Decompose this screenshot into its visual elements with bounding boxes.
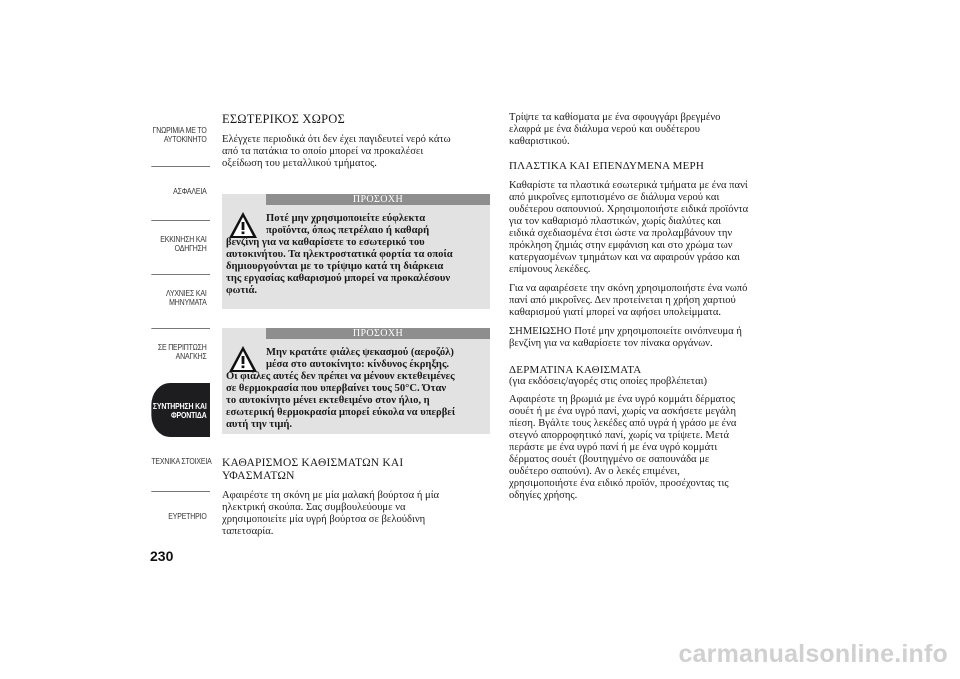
body-line: καθαρισμού γιατί μπορεί να αφήσει υπολείμματα. — [509, 307, 722, 318]
body-line: Για να αφαιρέσετε την σκόνη χρησιμοποιήστε ένα νωπό — [509, 283, 748, 294]
warning-title: ΠΡΟΣΟΧΗ — [266, 194, 490, 205]
body-line: ελαφρά με ένα διάλυμα νερού και ουδέτερου — [509, 124, 700, 135]
body-line: ουδέτερου σαπουνιού. Χρησιμοποιήστε ειδικά προϊόντα — [509, 204, 749, 215]
tab-label: ΕΚΚΙΝΗΣΗ ΚΑΙ — [160, 235, 207, 244]
tab-label: ΑΣΦΑΛΕΙΑ — [173, 187, 207, 196]
section-title: ΕΣΩΤΕΡΙΚΟΣ ΧΩΡΟΣ — [222, 112, 345, 126]
tab-label: ΜΗΝΥΜΑΤΑ — [169, 298, 207, 308]
body-line: ειδικά σχεδιασμένα έτσι ώστε να προλαμβάνουν την — [509, 228, 733, 239]
seats-text-line: Αφαιρέστε τη σκόνη με μία μαλακή βούρτσα ή μία — [222, 490, 440, 501]
tab-label: ΟΔΗΓΗΣΗ — [174, 244, 207, 254]
watermark: carmanualsonline.info — [678, 640, 948, 668]
warning-text-line: μέσα στο αυτοκίνητο: κίνδυνος έκρηξης. — [266, 359, 450, 370]
tab-label: ΤΕΧΝΙΚΑ ΣΤΟΙΧΕΙΑ — [151, 457, 212, 466]
tab-label: ΣΥΝΤΗΡΗΣΗ ΚΑΙ — [152, 402, 207, 411]
body-line: καθαριστικού. — [509, 136, 570, 147]
body-line: χρησιμοποιήστε ένα ειδικό προϊόν, προσέχοντας τις — [509, 478, 729, 489]
seats-text-line: ηλεκτρική σκούπα. Σας συμβουλεύουμε να — [222, 502, 406, 513]
page-number: 230 — [150, 548, 174, 564]
warning-text-line: Μην κρατάτε φιάλες ψεκασμού (αεροζόλ) — [266, 347, 454, 358]
warning-box-flammable — [222, 194, 490, 309]
body-line: πίεση. Βγάλτε τους λεκέδες από υγρά ή γράσο με ένα — [509, 418, 737, 429]
warning-text-line: βενζίνη για να καθαρίσετε το εσωτερικό του — [226, 237, 425, 248]
seats-title-line: ΥΦΑΣΜΑΤΩΝ — [222, 470, 295, 482]
leather-title: ΔΕΡΜΑΤΙΝΑ ΚΑΘΙΣΜΑΤΑ — [509, 364, 642, 376]
tab-warning-lights[interactable] — [151, 274, 210, 328]
tab-label: ΦΡΟΝΤΙΔΑ — [170, 411, 207, 421]
plastics-title: ΠΛΑΣΤΙΚΑ ΚΑΙ ΕΠΕΝΔΥΜΕΝΑ ΜΕΡΗ — [509, 160, 704, 172]
body-line: για τον καθαρισμό πλαστικών, χωρίς διαλύτες και — [509, 216, 721, 227]
intro-line: από τα πατάκια το οποίο μπορεί να προκαλέσει — [222, 146, 424, 157]
seats-section — [222, 457, 490, 538]
warning-box-aerosol — [222, 328, 490, 434]
warning-text-line: σε θερμοκρασία που υπερβαίνει τους 50°C. Όταν — [226, 383, 447, 394]
body-line: από μικροΐνες εμποτισμένο σε διάλυμα νερού και — [509, 192, 720, 203]
tab-vehicle-intro[interactable] — [151, 112, 210, 166]
body-line: σουέτ ή με ένα υγρό πανί, χωρίς να ασκήσετε μεγάλη — [509, 406, 737, 417]
warning-text-line: προϊόντα, όπως πετρέλαιο ή καθαρή — [266, 225, 430, 236]
body-line: ΣΗΜΕΙΩΣΗΟ Ποτέ μην χρησιμοποιείτε οινόπνευμα ή — [509, 326, 742, 337]
warning-text-line: δημιουργούνται με το τρίψιμο κατά τη διάρκεια — [226, 261, 444, 272]
body-line: επίμονους λεκέδες. — [509, 264, 591, 275]
warning-text-line: εσωτερική θερμοκρασία μπορεί εύκολα να υπερβεί — [226, 407, 456, 418]
body-line: πρόκληση ζημιάς στην εμφάνιση και στο χρώμα των — [509, 240, 733, 251]
left-column — [222, 112, 490, 170]
body-line: βενζίνη για να καθαρίσετε τον πίνακα οργάνων. — [509, 338, 713, 349]
tab-emergency[interactable] — [151, 328, 210, 382]
warning-triangle-icon — [228, 211, 258, 239]
body-line: πανί από μικροΐνες. Δεν προτείνεται η χρήση χαρτιού — [509, 295, 736, 306]
tab-label: ΑΥΤΟΚΙΝΗΤΟ — [163, 135, 207, 145]
warning-text-line: της εργασίας καθαρισμού μπορεί να προκαλέσουν — [226, 273, 451, 284]
warning-triangle-icon — [228, 345, 258, 373]
tab-maintenance-care[interactable] — [151, 383, 210, 437]
body-line: Καθαρίστε τα πλαστικά εσωτερικά τμήματα με ένα πανί — [509, 180, 748, 191]
leather-subtitle: (για εκδόσεις/αγορές στις οποίες προβλέπεται) — [509, 376, 707, 387]
seats-text-line: χρησιμοποιείτε μία υγρή βούρτσα σε βελούδινη — [222, 514, 426, 525]
body-line: κατεργασμένων τμημάτων και να αφαιρούν γράσο και — [509, 252, 740, 263]
tab-label: ΓΝΩΡΙΜΙΑ ΜΕ ΤΟ — [152, 126, 207, 135]
warning-text-line: αυτοκινήτου. Τα ηλεκτροστατικά φορτία τα οποία — [226, 249, 453, 260]
tab-index[interactable] — [151, 491, 210, 545]
intro-line: Ελέγχετε περιοδικά ότι δεν έχει παγιδευτεί νερό κάτω — [222, 134, 451, 145]
warning-text-line: το αυτοκίνητο μένει εκτεθειμένο στον ήλιο, η — [226, 395, 430, 406]
body-line: οδηγίες χρήσης. — [509, 490, 578, 501]
tab-label: ΣΕ ΠΕΡΙΠΤΩΣΗ — [157, 343, 207, 352]
body-line: δέρματος σουέτ (βουτηγμένο σε σαπουνάδα με — [509, 454, 710, 465]
body-line: Τρίψτε τα καθίσματα με ένα σφουγγάρι βρεγμένο — [509, 112, 721, 123]
tab-starting-driving[interactable] — [151, 220, 210, 274]
body-line: στεγνό απορροφητικό πανί, χωρίς να τρίψετε. Μετά — [509, 430, 730, 441]
body-line: Αφαιρέστε τη βρωμιά με ένα υγρό κομμάτι δέρματος — [509, 394, 735, 405]
seats-text-line: ταπετσαρία. — [222, 526, 274, 537]
seats-title-line: ΚΑΘΑΡΙΣΜΟΣ ΚΑΘΙΣΜΑΤΩΝ ΚΑΙ — [222, 457, 404, 469]
body-line: ουδέτερο σαπούνι). Αν ο λεκές επιμένει, — [509, 466, 680, 477]
warning-text-line: φωτιά. — [226, 285, 258, 296]
chapter-sidebar — [141, 112, 210, 545]
intro-line: οξείδωση του μεταλλικού τμήματος. — [222, 158, 377, 169]
body-line: περάστε με ένα υγρό πανί ή με ένα υγρό κομμάτι — [509, 442, 718, 453]
tab-label: ΕΥΡΕΤΗΡΙΟ — [168, 512, 207, 521]
tab-safety[interactable] — [151, 166, 210, 220]
right-column — [509, 112, 784, 502]
warning-text-line: Ποτέ μην χρησιμοποιείτε εύφλεκτα — [266, 213, 426, 224]
tab-label: ΑΝΑΓΚΗΣ — [175, 352, 207, 362]
tab-label: ΛΥΧΝΙΕΣ ΚΑΙ — [165, 289, 207, 298]
warning-title: ΠΡΟΣΟΧΗ — [266, 328, 490, 339]
tab-technical-data[interactable] — [151, 437, 210, 491]
warning-text-line: αυτή την τιμή. — [226, 419, 293, 430]
warning-text-line: Οι φιάλες αυτές δεν πρέπει να μένουν εκτεθειμένες — [226, 371, 455, 382]
